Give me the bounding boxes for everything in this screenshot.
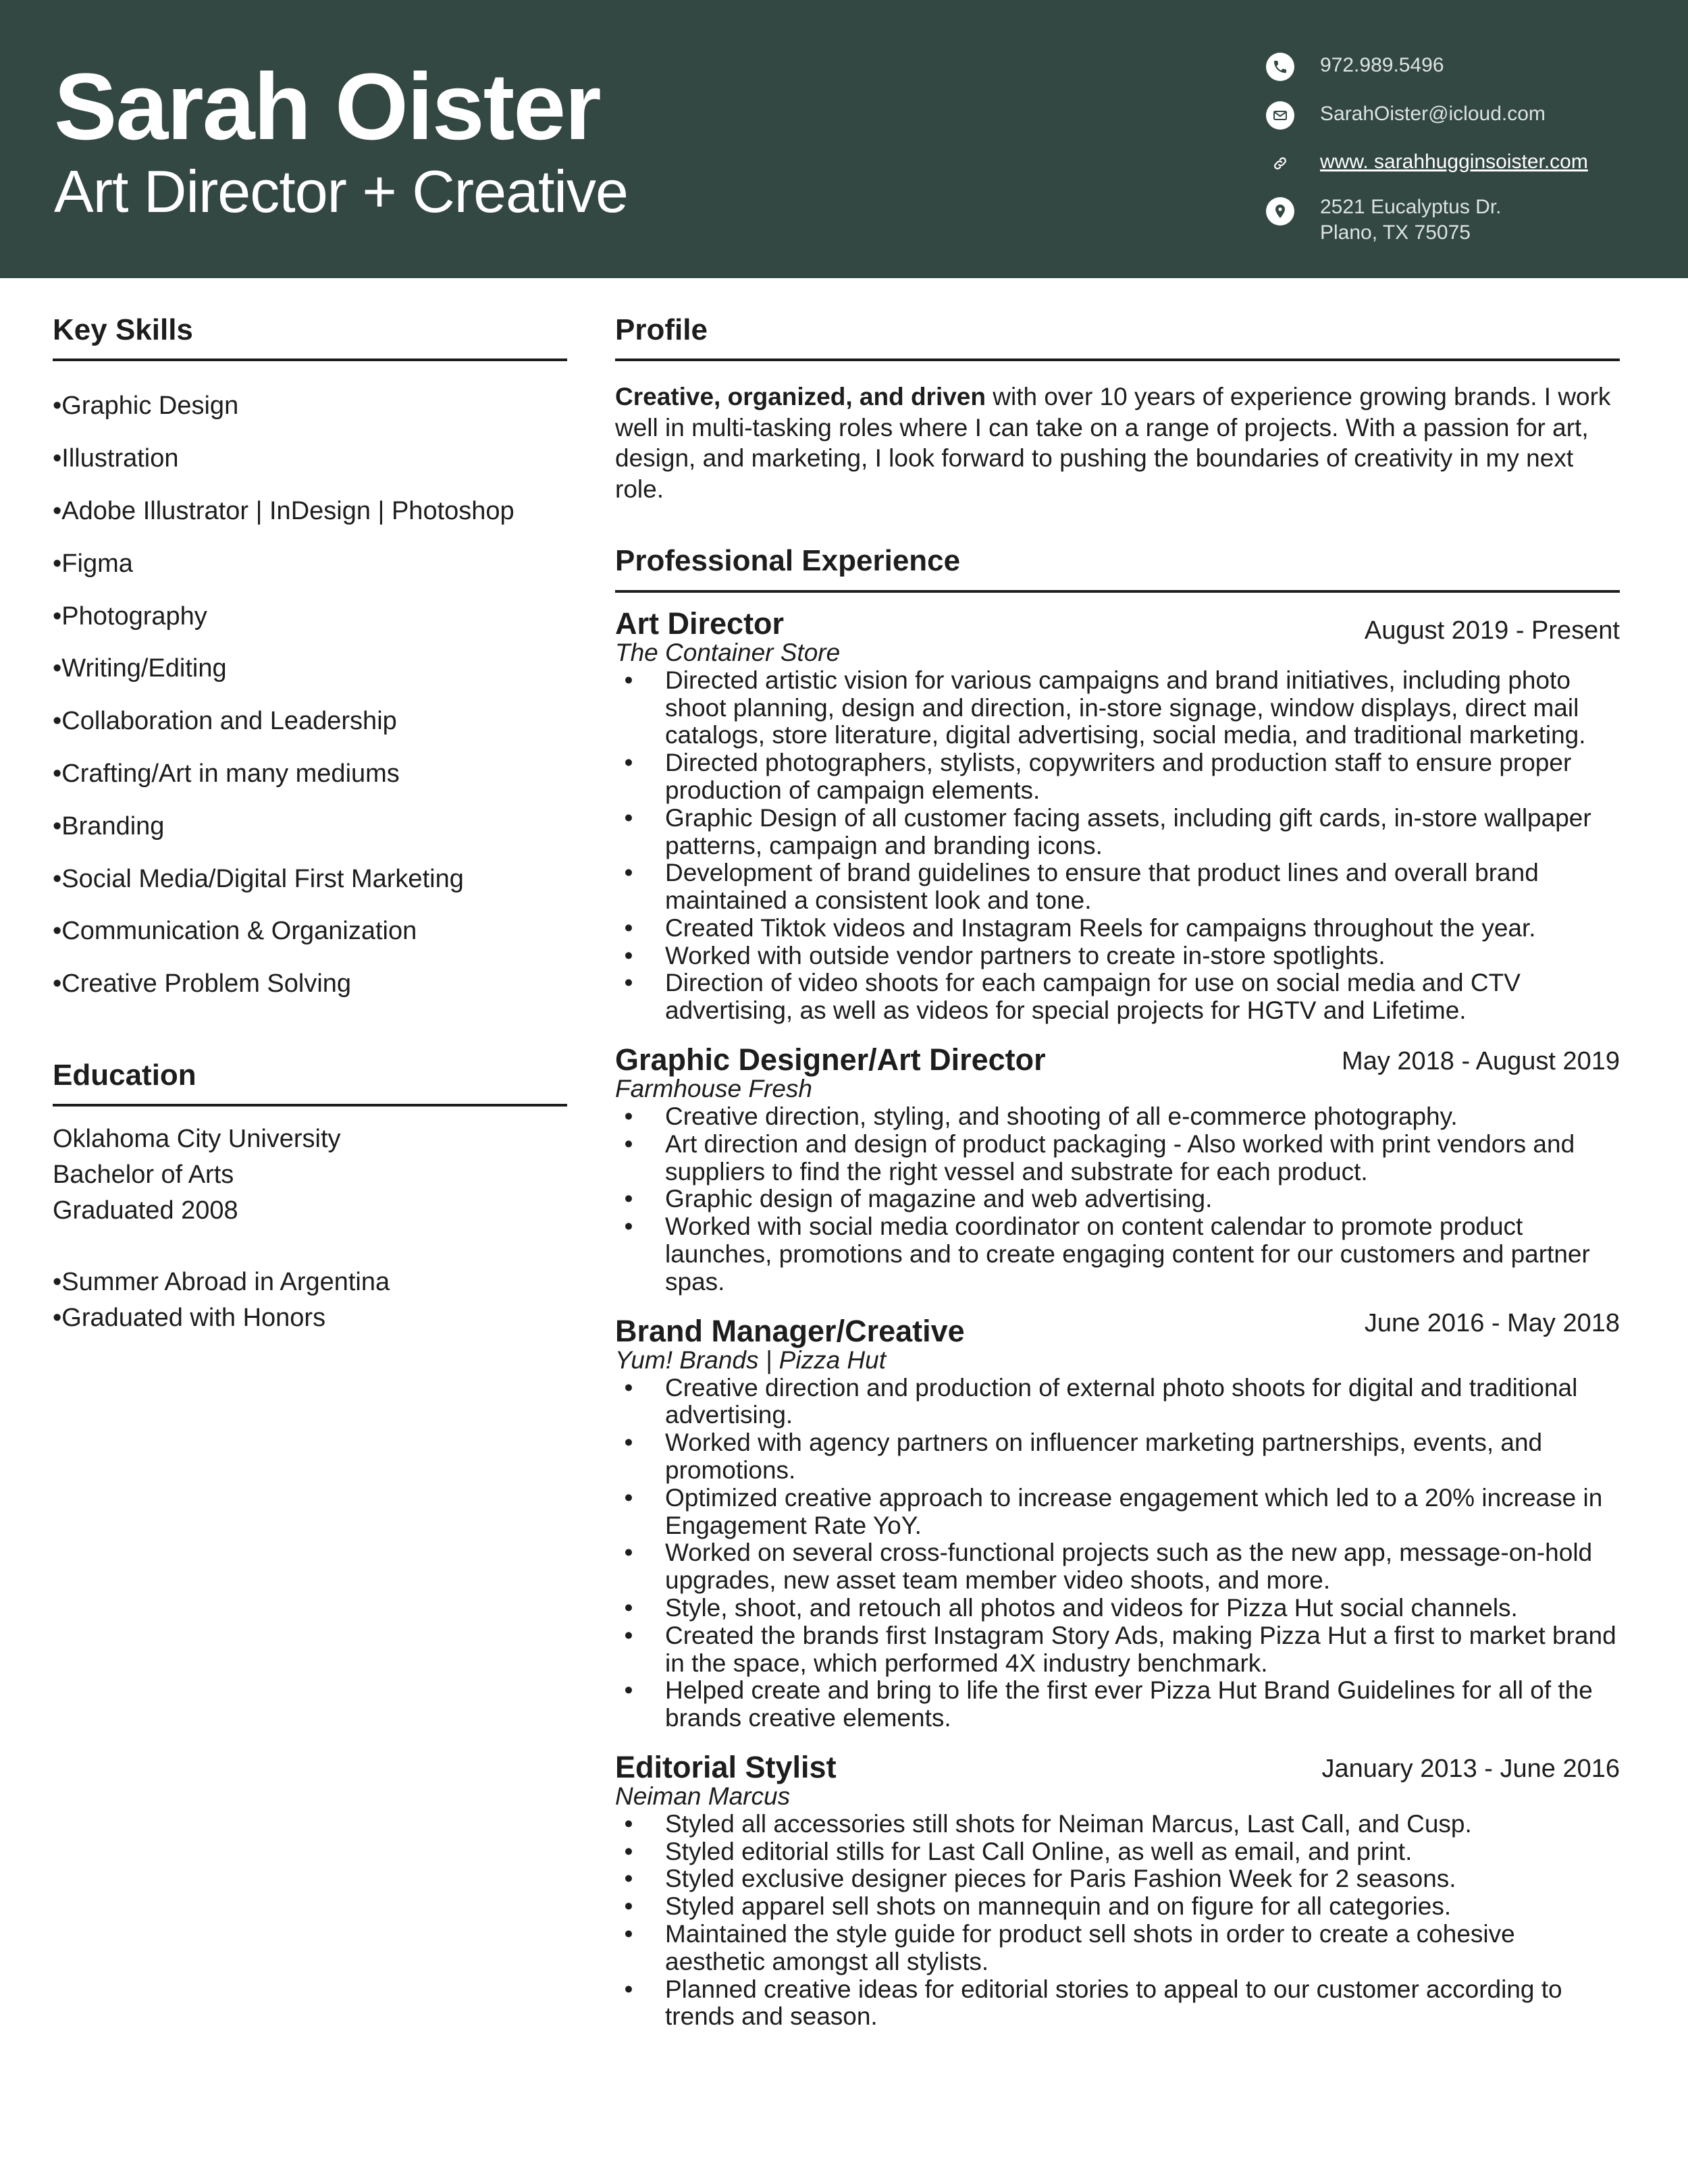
skill-item: •Crafting/Art in many mediums <box>53 759 400 788</box>
bullet-marker: • <box>624 1102 633 1131</box>
bullet-text: Creative direction and production of external photo shoots for digital and traditional advertising. <box>665 1373 1578 1429</box>
list-item <box>615 1103 1620 1131</box>
profile-summary <box>615 381 1620 504</box>
skill-item: •Social Media/Digital First Marketing <box>53 864 464 893</box>
skill-item: •Graphic Design <box>53 392 239 421</box>
bullet-text: Styled all accessories still shots for Neiman Marcus, Last Call, and Cusp. <box>665 1809 1472 1838</box>
list-item <box>615 1595 1620 1622</box>
list-item <box>615 1976 1620 2031</box>
bullet-marker: • <box>624 1920 633 1948</box>
list-item <box>615 805 1620 860</box>
skill-item: •Communication & Organization <box>53 917 417 946</box>
education-extra: •Summer Abroad in Argentina <box>53 1268 390 1297</box>
bullet-marker: • <box>624 1373 633 1402</box>
bullet-marker: • <box>624 1809 633 1838</box>
bullet-marker: • <box>624 1837 633 1865</box>
bullet-marker: • <box>624 1213 633 1241</box>
list-item <box>615 969 1620 1025</box>
list-item <box>615 1677 1620 1732</box>
skill-item: •Adobe Illustrator | InDesign | Photoshop <box>53 496 515 525</box>
bullet-marker: • <box>624 1129 633 1158</box>
list-item <box>615 915 1620 942</box>
job-dates: January 2013 - June 2016 <box>1321 1754 1620 1783</box>
bullet-text: Direction of video shoots for each campaign for use on social media and CTV advertising, as well as videos for special projects for HGTV and Lifetime. <box>665 969 1521 1025</box>
list-item <box>615 1865 1620 1893</box>
website-link[interactable]: www. sarahhugginsoister.com <box>1320 151 1588 173</box>
bullet-marker: • <box>624 969 633 997</box>
address-line-1: 2521 Eucalyptus Dr. <box>1320 196 1502 218</box>
bullet-marker: • <box>624 1892 633 1921</box>
bullet-text: Graphic Design of all customer facing assets, including gift cards, in-store wallpaper patterns, campaign and branding icons. <box>665 803 1591 859</box>
job-entry <box>615 608 1620 1025</box>
right-column <box>615 314 1620 2031</box>
skill-item: •Collaboration and Leadership <box>53 707 397 736</box>
education-heading: Education <box>53 1059 567 1107</box>
job-title: Art Director <box>615 606 785 641</box>
address-line-2: Plano, TX 75075 <box>1320 221 1471 244</box>
bullet-marker: • <box>624 1676 633 1705</box>
skill-item: •Illustration <box>53 444 179 473</box>
list-item <box>615 1539 1620 1595</box>
bullet-marker: • <box>624 1539 633 1567</box>
list-item <box>615 859 1620 915</box>
header-banner <box>0 0 1688 278</box>
list-item <box>615 1131 1620 1186</box>
bullet-marker: • <box>624 1185 633 1213</box>
skill-item: •Branding <box>53 811 165 841</box>
job-entry <box>615 1044 1620 1296</box>
bullet-marker: • <box>624 1429 633 1457</box>
bullet-text: Maintained the style guide for product sell shots in order to create a cohesive aesthetic amongst all stylists. <box>665 1920 1515 1975</box>
job-bullets <box>615 667 1620 1025</box>
left-column <box>53 314 567 1336</box>
graduation-year: Graduated 2008 <box>53 1196 238 1225</box>
list-item <box>615 1811 1620 1838</box>
bullet-marker: • <box>624 1975 633 2003</box>
bullet-text: Created Tiktok videos and Instagram Reels for campaigns throughout the year. <box>665 913 1536 942</box>
bullet-marker: • <box>624 749 633 777</box>
list-item <box>615 1429 1620 1485</box>
skills-heading: Key Skills <box>53 314 567 361</box>
job-company: Yum! Brands | Pizza Hut <box>615 1346 887 1374</box>
phone-number[interactable]: 972.989.5496 <box>1320 54 1444 76</box>
bullet-marker: • <box>624 941 633 969</box>
education-details <box>53 1121 567 1336</box>
profile-body: with over 10 years of experience growing brands. I work well in multi-tasking roles where I can take on a range of projects. With a passion for art, design, and marketing, I look forward to pushing the boundaries of creativity in my next role. <box>615 383 1611 503</box>
bullet-marker: • <box>624 1483 633 1512</box>
list-item <box>615 942 1620 970</box>
bullet-text: Helped create and bring to life the first ever Pizza Hut Brand Guidelines for all of the brands creative elements. <box>665 1676 1593 1732</box>
profile-heading: Profile <box>615 314 1620 361</box>
bullet-marker: • <box>624 1621 633 1649</box>
job-dates: May 2018 - August 2019 <box>1342 1047 1620 1076</box>
list-item <box>615 1893 1620 1921</box>
list-item <box>615 1375 1620 1430</box>
list-item <box>615 1186 1620 1213</box>
bullet-text: Worked on several cross-functional projects such as the new app, message-on-hold upgrades, new asset team member video shoots, and more. <box>665 1539 1593 1595</box>
bullet-text: Planned creative ideas for editorial stories to appeal to our customer according to trends and season. <box>665 1975 1562 2031</box>
bullet-marker: • <box>624 859 633 887</box>
skills-list <box>53 380 567 1011</box>
candidate-role: Art Director + Creative <box>54 158 628 225</box>
school-name: Oklahoma City University <box>53 1125 341 1154</box>
job-bullets <box>615 1103 1620 1296</box>
job-title: Brand Manager/Creative <box>615 1313 965 1348</box>
location-pin-icon <box>1266 197 1294 225</box>
job-company: Neiman Marcus <box>615 1782 791 1811</box>
link-icon <box>1266 149 1294 178</box>
bullet-text: Worked with outside vendor partners to create in-store spotlights. <box>665 941 1386 969</box>
bullet-text: Art direction and design of product packaging - Also worked with print vendors and suppliers to find the right vessel and substrate for each product. <box>665 1129 1575 1186</box>
list-item <box>615 749 1620 805</box>
bullet-text: Directed photographers, stylists, copywriters and production staff to ensure proper production of campaign elements. <box>665 749 1572 804</box>
bullet-text: Development of brand guidelines to ensure that product lines and overall brand maintained a consistent look and tone. <box>665 859 1539 915</box>
degree: Bachelor of Arts <box>53 1161 234 1190</box>
job-entry <box>615 1308 1620 1732</box>
education-extra: •Graduated with Honors <box>53 1304 326 1333</box>
list-item <box>615 667 1620 749</box>
bullet-text: Styled apparel sell shots on mannequin and on figure for all categories. <box>665 1892 1452 1921</box>
job-company: Farmhouse Fresh <box>615 1075 812 1103</box>
list-item <box>615 1622 1620 1678</box>
bullet-text: Worked with agency partners on influencer marketing partnerships, events, and promotions. <box>665 1429 1543 1484</box>
skill-item: •Creative Problem Solving <box>53 969 352 998</box>
bullet-marker: • <box>624 1593 633 1622</box>
list-item <box>615 1921 1620 1976</box>
bullet-text: Styled editorial stills for Last Call Online, as well as email, and print. <box>665 1837 1413 1865</box>
list-item <box>615 1213 1620 1296</box>
profile-lead: Creative, organized, and driven <box>615 383 986 411</box>
bullet-text: Creative direction, styling, and shooting of all e-commerce photography. <box>665 1102 1458 1131</box>
candidate-name: Sarah Oister <box>54 53 600 159</box>
bullet-marker: • <box>624 913 633 942</box>
bullet-text: Graphic design of magazine and web advertising. <box>665 1185 1213 1213</box>
bullet-text: Directed artistic vision for various campaigns and brand initiatives, including photo shoot planning, design and direction, in-store signage, window displays, direct mail catalogs, store literature, digital advertising, social media, and traditional marketing. <box>665 666 1586 749</box>
job-bullets <box>615 1375 1620 1732</box>
bullet-text: Style, shoot, and retouch all photos and videos for Pizza Hut social channels. <box>665 1593 1518 1622</box>
phone-icon <box>1266 53 1294 81</box>
bullet-text: Created the brands first Instagram Story Ads, making Pizza Hut a first to market brand in the space, which performed 4X industry benchmark. <box>665 1621 1616 1677</box>
bullet-text: Worked with social media coordinator on content calendar to promote product launches, promotions and to create engaging content for our customers and partner spas. <box>665 1213 1590 1296</box>
list-item <box>615 1838 1620 1866</box>
job-dates: June 2016 - May 2018 <box>1364 1308 1620 1337</box>
list-item <box>615 1485 1620 1540</box>
job-bullets <box>615 1811 1620 2031</box>
experience-heading: Professional Experience <box>615 545 1620 592</box>
bullet-text: Styled exclusive designer pieces for Paris Fashion Week for 2 seasons. <box>665 1865 1456 1893</box>
envelope-icon <box>1266 101 1294 130</box>
bullet-marker: • <box>624 803 633 832</box>
job-entry <box>615 1751 1620 2031</box>
skill-item: •Figma <box>53 549 133 578</box>
bullet-text: Optimized creative approach to increase engagement which led to a 20% increase in Engagement Rate YoY. <box>665 1483 1603 1539</box>
job-title: Editorial Stylist <box>615 1749 837 1784</box>
job-company: The Container Store <box>615 639 841 667</box>
bullet-marker: • <box>624 666 633 694</box>
job-title: Graphic Designer/Art Director <box>615 1042 1046 1077</box>
skill-item: •Photography <box>53 602 207 631</box>
bullet-marker: • <box>624 1865 633 1893</box>
job-dates: August 2019 - Present <box>1364 616 1620 645</box>
email-address[interactable]: SarahOister@icloud.com <box>1320 103 1546 125</box>
skill-item: •Writing/Editing <box>53 654 227 683</box>
